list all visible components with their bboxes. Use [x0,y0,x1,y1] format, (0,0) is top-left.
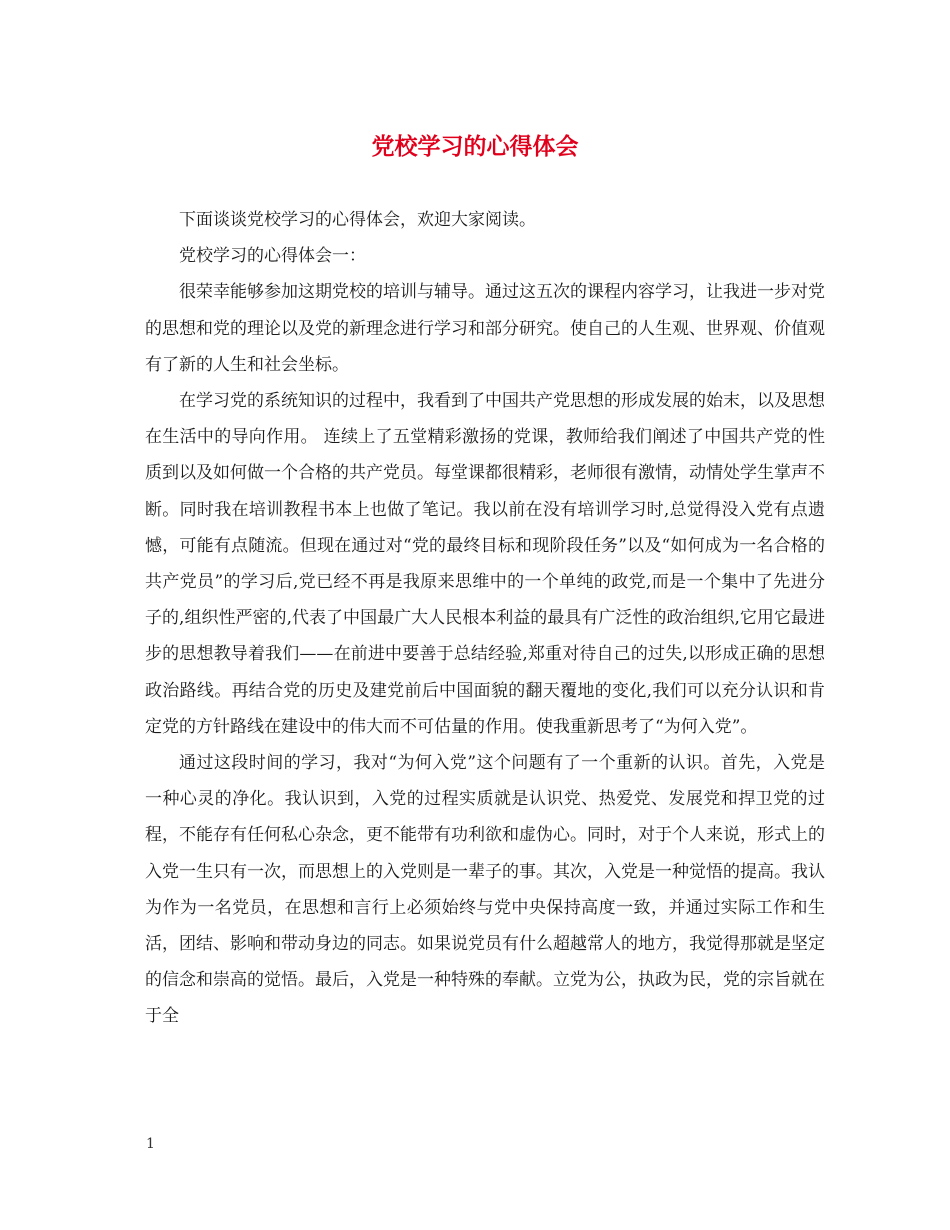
paragraph: 在学习党的系统知识的过程中，我看到了中国共产党思想的形成发展的始末，以及思想在生活中的导向作用。 连续上了五堂精彩激扬的党课，教师给我们阐述了中国共产党的性质到以及如何做一个合格的共产党员。每堂课都很精彩，老师很有激情，动情处学生掌声不断。同时我在培训教程书本上也做了笔记。我以前在没有培训学习时,总觉得没入党有点遗憾，可能有点随流。但现在通过对“党的最终目标和现阶段任务”以及“如何成为一名合格的共产党员”的学习后,党已经不再是我原来思维中的一个单纯的政党,而是一个集中了先进分子的,组织性严密的,代表了中国最广大人民根本利益的最具有广泛性的政治组织,它用它最进步的思想教导着我们——在前进中要善于总结经验,郑重对待自己的过失,以形成正确的思想政治路线。再结合党的历史及建党前后中国面貌的翻天覆地的变化,我们可以充分认识和肯定党的方针路线在建设中的伟大而不可估量的作用。使我重新思考了“为何入党”。 [145,391,825,737]
page-number: 1 [146,1136,155,1152]
paragraph-intro: 下面谈谈党校学习的心得体会，欢迎大家阅读。 [179,210,536,230]
document-body [145,202,825,1035]
paragraph-section-heading: 党校学习的心得体会一： [179,246,366,267]
paragraph: 通过这段时间的学习，我对“为何入党”这个问题有了一个重新的认识。首先，入党是一种心灵的净化。我认识到，入党的过程实质就是认识党、热爱党、发展党和捍卫党的过程，不能存有任何私心杂念，更不能带有功利欲和虚伪心。同时，对于个人来说，形式上的入党一生只有一次，而思想上的入党则是一辈子的事。其次，入党是一种觉悟的提高。我认为作为一名党员，在思想和言行上必须始终与党中央保持高度一致，并通过实际工作和生活，团结、影响和带动身边的同志。如果说党员有什么超越常人的地方，我觉得那就是坚定的信念和崇高的觉悟。最后，入党是一种特殊的奉献。立党为公，执政为民，党的宗旨就在于全 [145,753,825,1027]
paragraph: 很荣幸能够参加这期党校的培训与辅导。通过这五次的课程内容学习，让我进一步对党的思想和党的理论以及党的新理念进行学习和部分研究。使自己的人生观、世界观、价值观有了新的人生和社会坐标。 [145,282,825,375]
document-title: 党校学习的心得体会 [371,133,579,160]
